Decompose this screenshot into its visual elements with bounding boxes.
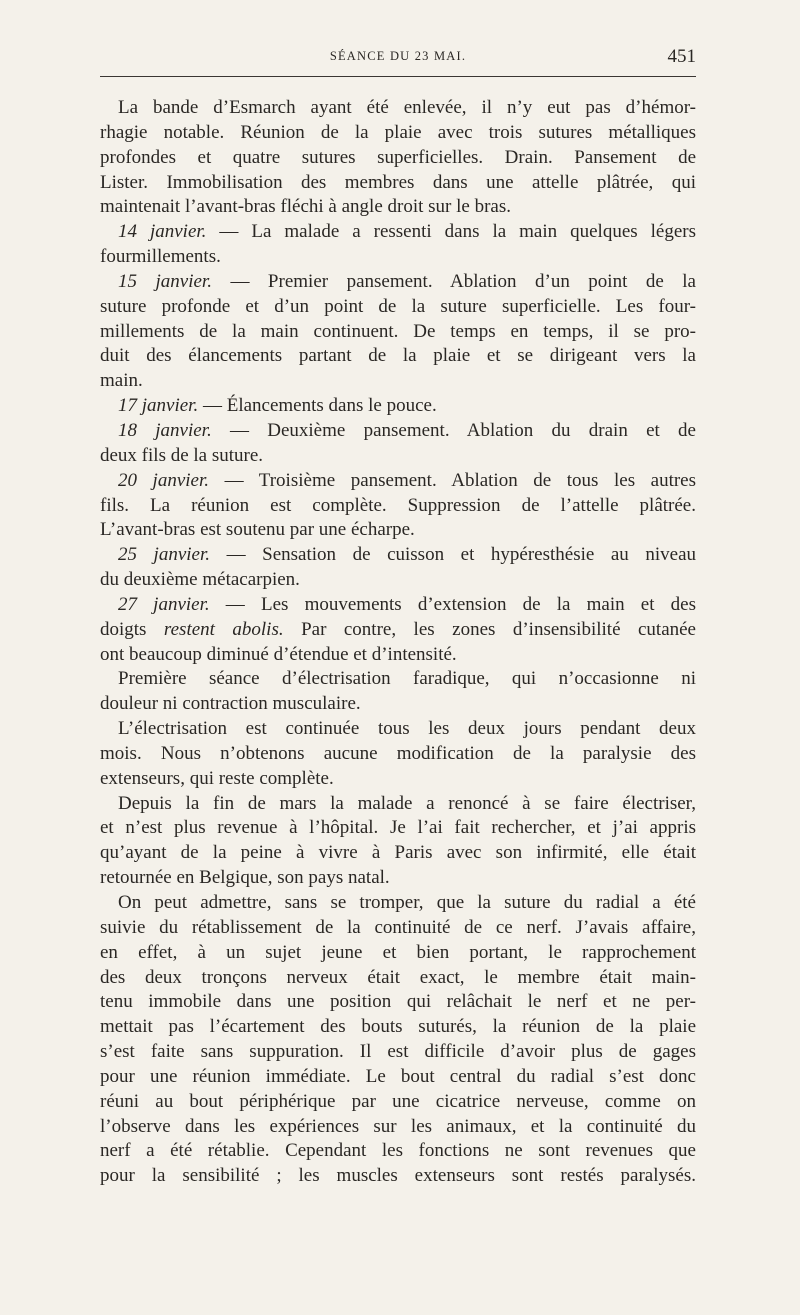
text-line [100, 1015, 696, 1040]
line-text: pour la sensibilité ; les muscles extenseurs sont restés paralysés. [100, 1165, 696, 1187]
text-line [100, 568, 696, 593]
text-line [100, 1139, 696, 1164]
line-text: rhagie notable. Réunion de la plaie avec trois sutures métalliques [100, 121, 696, 143]
line-text: Lister. Immobilisation des membres dans une attelle plâtrée, qui [100, 171, 696, 193]
line-text: Depuis la fin de mars la malade a renoncé à se faire électriser, [118, 792, 696, 814]
text-line [100, 1065, 696, 1090]
entry-date: 15 janvier. [118, 270, 212, 292]
text-line [100, 618, 696, 643]
text-line [100, 96, 696, 121]
line-text: L’électrisation est continuée tous les deux jours pendant deux [118, 718, 696, 740]
line-text: millements de la main continuent. De temps en temps, il se pro- [100, 320, 696, 342]
line-text: nerf a été rétablie. Cependant les fonctions ne sont revenues que [100, 1140, 696, 1162]
header-rule [100, 76, 696, 77]
text-line [100, 195, 696, 220]
line-text: fils. La réunion est complète. Suppression de l’attelle plâtrée. [100, 494, 696, 516]
line-text: s’est faite sans suppuration. Il est difficile d’avoir plus de gages [100, 1041, 696, 1063]
page-number: 451 [667, 46, 696, 67]
text-line [100, 394, 696, 419]
line-text: — Premier pansement. Ablation d’un point de la [211, 270, 696, 292]
text-line [100, 990, 696, 1015]
line-text: suivie du rétablissement de la continuité de ce nerf. J’avais affaire, [100, 916, 696, 938]
entry-date: 18 janvier. [118, 419, 212, 441]
text-line [100, 667, 696, 692]
line-text: qu’ayant de la peine à vivre à Paris avec son infirmité, elle était [100, 842, 696, 864]
text-line [100, 941, 696, 966]
text-line [100, 419, 696, 444]
line-text: L’avant-bras est soutenu par une écharpe. [100, 519, 415, 541]
line-text: l’observe dans les expériences sur les animaux, et la continuité du [100, 1115, 696, 1137]
text-line [100, 692, 696, 717]
line-text: retournée en Belgique, son pays natal. [100, 867, 390, 889]
line-text: des deux tronçons nerveux était exact, le membre était main- [100, 966, 696, 988]
line-text: tenu immobile dans une position qui relâchait le nerf et ne per- [100, 991, 696, 1013]
line-text: — Les mouvements d’extension de la main et des [209, 593, 696, 615]
line-text: deux fils de la suture. [100, 444, 264, 466]
text-line [100, 270, 696, 295]
text-line [100, 792, 696, 817]
line-text: extenseurs, qui reste complète. [100, 767, 334, 789]
text-line [100, 171, 696, 196]
entry-date: 27 janvier. [118, 593, 210, 615]
text-line [100, 320, 696, 345]
line-text: — Sensation de cuisson et hypéresthésie au niveau [210, 544, 697, 566]
text-line [100, 121, 696, 146]
line-text: mois. Nous n’obtenons aucune modification de la paralysie des [100, 742, 696, 764]
text-line [100, 543, 696, 568]
line-text: douleur ni contraction musculaire. [100, 693, 361, 715]
line-text: duit des élancements partant de la plaie et se dirigeant vers la [100, 345, 696, 367]
entry-date: 20 janvier. [118, 469, 210, 491]
text-line [100, 1040, 696, 1065]
text-line [100, 643, 696, 668]
text-line [100, 469, 696, 494]
line-text-lead: doigts [100, 618, 164, 640]
line-text: Par contre, les zones d’insensibilité cutanée [283, 618, 696, 640]
line-text: ont beaucoup diminué d’étendue et d’intensité. [100, 643, 457, 665]
text-line [100, 866, 696, 891]
text-line [100, 916, 696, 941]
text-line [100, 966, 696, 991]
line-text: du deuxième métacarpien. [100, 569, 300, 591]
text-line [100, 1090, 696, 1115]
text-line [100, 494, 696, 519]
page-header [100, 46, 696, 70]
italic-phrase: restent abolis. [163, 618, 284, 640]
line-text: — La malade a ressenti dans la main quelques légers [206, 221, 696, 243]
text-line [100, 767, 696, 792]
text-line [100, 1164, 696, 1189]
line-text: pour une réunion immédiate. Le bout central du radial s’est donc [100, 1065, 696, 1087]
running-title: SÉANCE DU 23 MAI. [329, 49, 467, 63]
line-text: mettait pas l’écartement des bouts suturés, la réunion de la plaie [100, 1016, 696, 1038]
text-line [100, 344, 696, 369]
line-text: On peut admettre, sans se tromper, que la suture du radial a été [118, 892, 696, 913]
line-text: suture profonde et d’un point de la suture superficielle. Les four- [100, 295, 696, 317]
text-line [100, 518, 696, 543]
line-text: main. [100, 370, 143, 392]
line-text: — Troisième pansement. Ablation de tous les autres [209, 469, 697, 491]
text-line [100, 1115, 696, 1140]
text-line [100, 841, 696, 866]
line-text: et n’est plus revenue à l’hôpital. Je l’ai fait rechercher, et j’ai appris [100, 817, 696, 839]
text-line [100, 369, 696, 394]
text-line [100, 742, 696, 767]
entry-date: 25 janvier. [118, 544, 211, 566]
line-text: réuni au bout périphérique par une cicatrice nerveuse, comme on [100, 1090, 696, 1112]
text-line [100, 816, 696, 841]
text-line [100, 717, 696, 742]
text-line [100, 220, 696, 245]
line-text: en effet, à un sujet jeune et bien portant, le rapprochement [100, 941, 696, 963]
line-text: profondes et quatre sutures superficielles. Drain. Pansement de [100, 146, 696, 168]
line-text: La bande d’Esmarch ayant été enlevée, il n’y eut pas d’hémor- [118, 97, 696, 118]
body-text [100, 96, 696, 1189]
text-line [100, 891, 696, 916]
entry-date: 14 janvier. [118, 221, 207, 243]
text-line [100, 295, 696, 320]
text-line [100, 593, 696, 618]
line-text: maintenait l’avant-bras fléchi à angle droit sur le bras. [100, 196, 511, 218]
entry-date: 17 janvier. [118, 395, 199, 417]
line-text: fourmillements. [100, 246, 221, 268]
line-text: — Deuxième pansement. Ablation du drain et de [211, 419, 696, 441]
text-line [100, 444, 696, 469]
text-line [100, 146, 696, 171]
line-text: Première séance d’électrisation faradique, qui n’occasionne ni [118, 668, 696, 690]
line-text: — Élancements dans le pouce. [198, 395, 437, 417]
text-line [100, 245, 696, 270]
